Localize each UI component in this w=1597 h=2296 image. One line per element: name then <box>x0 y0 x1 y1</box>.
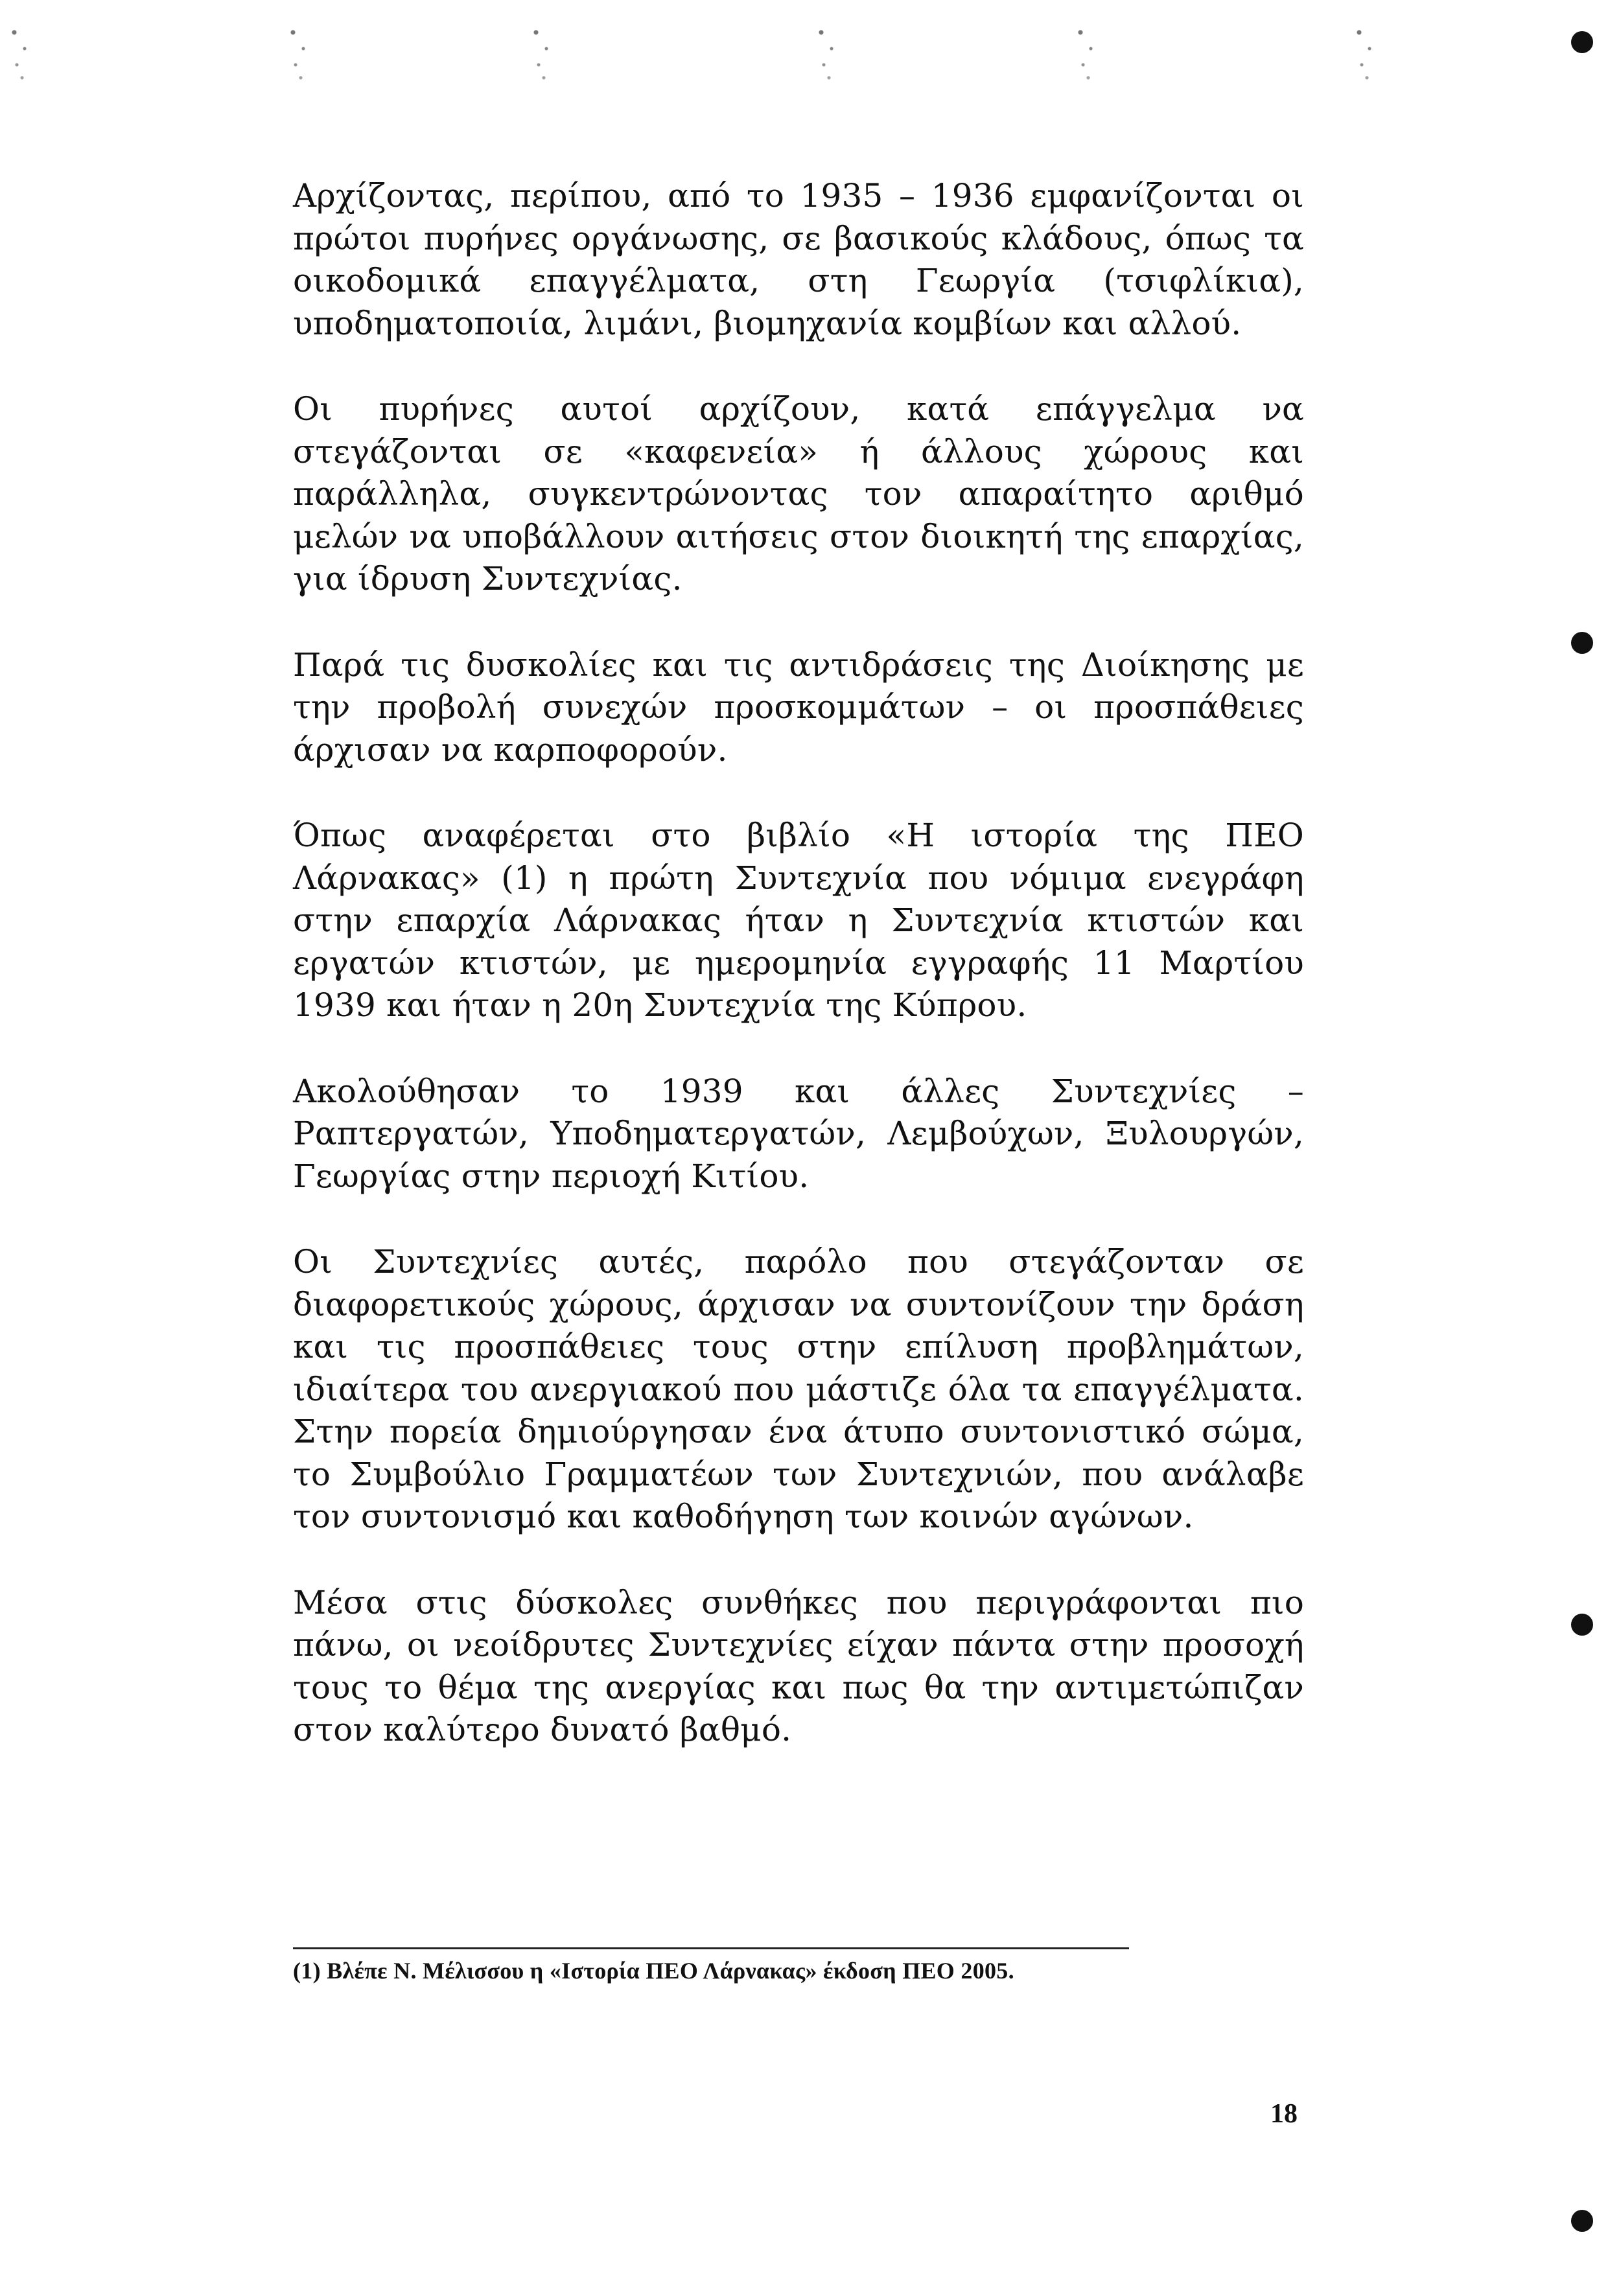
paragraph-1: Αρχίζοντας, περίπου, από το 1935 – 1936 εμφανίζονται οι πρώτοι πυρήνες οργάνωσης, σε βασικούς κλάδους, όπως τα οικοδομικά επαγγέλματα, στη Γεωργία (τσιφλίκια), υποδηματοποιία, λιμάνι, βιομηχανία κομβίων και αλλού. <box>293 177 1304 342</box>
scan-artifact <box>528 19 554 84</box>
paragraph-7: Μέσα στις δύσκολες συνθήκες που περιγράφονται πιο πάνω, οι νεοίδρυτες Συντεχνίες είχαν πάντα στην προσοχή τους το θέμα της ανεργίας και πως θα την αντιμετώπιζαν στον καλύτερο δυνατό βαθμό. <box>293 1583 1304 1748</box>
paragraph-2: Οι πυρήνες αυτοί αρχίζουν, κατά επάγγελμα να στεγάζονται σε «καφενεία» ή άλλους χώρους και παράλληλα, συγκεντρώνοντας τον απαραίτητο αριθμό μελών να υποβάλλουν αιτήσεις στον διοικητή της επαρχίας, για ίδρυση Συντεχνίας. <box>293 390 1304 597</box>
scan-artifact <box>1073 19 1099 84</box>
punch-hole <box>1571 2210 1593 2232</box>
scan-artifact <box>1351 19 1377 84</box>
footnote-divider <box>293 1947 1129 1949</box>
paragraph-4: Όπως αναφέρεται στο βιβλίο «Η ιστορία της ΠΕΟ Λάρνακας» (1) η πρώτη Συντεχνία που νόμιμα ενεγράφη στην επαρχία Λάρνακας ήταν η Συντεχνία κτιστών και εργατών κτιστών, με ημερομηνία εγγραφής 11 Μαρτίου 1939 και ήταν η 20η Συντεχνία της Κύπρου. <box>293 817 1304 1024</box>
paragraph-3: Παρά τις δυσκολίες και τις αντιδράσεις της Διοίκησης με την προβολή συνεχών προσκομμάτων – οι προσπάθειες άρχισαν να καρποφορούν. <box>293 645 1304 769</box>
page-number: 18 <box>1270 2099 1298 2129</box>
punch-hole <box>1571 632 1593 654</box>
punch-hole <box>1571 1614 1593 1636</box>
scan-artifact <box>6 19 32 84</box>
footnote: (1) Βλέπε Ν. Μέλισσου η «Ιστορία ΠΕΟ Λάρνακας» έκδοση ΠΕΟ 2005. <box>293 1958 1014 1984</box>
paragraph-5: Ακολούθησαν το 1939 και άλλες Συντεχνίες – Ραπτεργατών, Υποδηματεργατών, Λεμβούχων, Ξυλουργών, Γεωργίας στην περιοχή Κιτίου. <box>293 1072 1304 1195</box>
scan-artifact <box>285 19 311 84</box>
punch-hole <box>1571 31 1593 53</box>
scan-artifact <box>813 19 839 84</box>
paragraph-6: Οι Συντεχνίες αυτές, παρόλο που στεγάζονταν σε διαφορετικούς χώρους, άρχισαν να συντονίζουν την δράση και τις προσπάθειες τους στην επίλυση προβλημάτων, ιδιαίτερα του ανεργιακού που μάστιζε όλα τα επαγγέλματα. Στην πορεία δημιούργησαν ένα άτυπο συντονιστικό σώμα, το Συμβούλιο Γραμματέων των Συντεχνιών, που ανάλαβε τον συντονισμό και καθοδήγηση των κοινών αγώνων. <box>293 1243 1304 1535</box>
body-text <box>293 175 1304 1795</box>
